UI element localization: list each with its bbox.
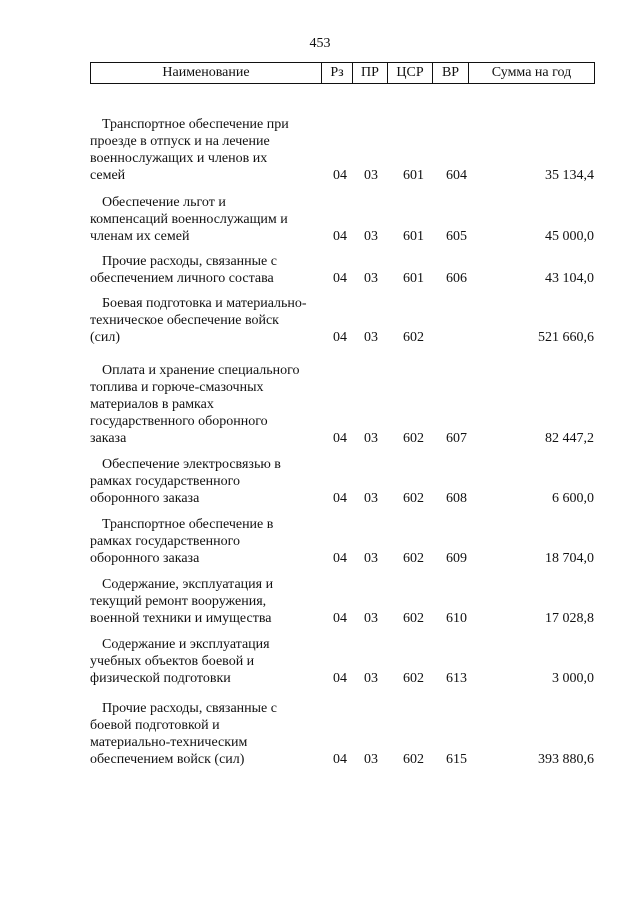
row-vr: 606 (446, 271, 467, 286)
table-row (0, 636, 640, 687)
row-name-line: Содержание, эксплуатация и (102, 577, 274, 592)
row-name-line: техническое обеспечение войск (90, 313, 279, 328)
table-row (0, 700, 640, 768)
row-name (90, 253, 330, 287)
row-sum: 45 000,0 (545, 229, 594, 244)
row-vr: 608 (446, 491, 467, 506)
row-csr: 602 (403, 491, 424, 506)
row-name (90, 362, 330, 447)
row-sum: 35 134,4 (545, 168, 594, 183)
row-rz: 04 (333, 491, 347, 506)
row-name-line: Содержание и эксплуатация (102, 637, 270, 652)
row-rz: 04 (333, 271, 347, 286)
row-csr: 602 (403, 551, 424, 566)
row-name-line: военной техники и имущества (90, 611, 272, 626)
row-name-line: Боевая подготовка и материально- (102, 296, 307, 311)
row-name (90, 576, 330, 627)
table-row (0, 295, 640, 346)
row-sum: 6 600,0 (552, 491, 594, 506)
row-sum: 43 104,0 (545, 271, 594, 286)
table-row (0, 456, 640, 507)
row-vr: 607 (446, 431, 467, 446)
row-name-line: физической подготовки (90, 671, 231, 686)
row-csr: 602 (403, 611, 424, 626)
table-row (0, 116, 640, 184)
table-row (0, 362, 640, 447)
header-sum: Сумма на год (469, 63, 595, 84)
row-name-line: Прочие расходы, связанные с (102, 254, 277, 269)
row-name-line: компенсаций военнослужащим и (90, 212, 288, 227)
row-vr: 609 (446, 551, 467, 566)
row-pr: 03 (364, 491, 378, 506)
row-rz: 04 (333, 330, 347, 345)
row-pr: 03 (364, 229, 378, 244)
row-name-line: Транспортное обеспечение в (102, 517, 274, 532)
row-rz: 04 (333, 229, 347, 244)
header-csr: ЦСР (388, 63, 433, 84)
row-rz: 04 (333, 752, 347, 767)
header-vr: ВР (433, 63, 469, 84)
row-name-line: государственного оборонного (90, 414, 268, 429)
row-name-line: материально-техническим (90, 735, 248, 750)
row-pr: 03 (364, 168, 378, 183)
row-vr: 610 (446, 611, 467, 626)
row-name-line: обеспечением личного состава (90, 271, 274, 286)
row-name-line: заказа (90, 431, 127, 446)
row-name-line: Обеспечение электросвязью в (102, 457, 281, 472)
row-sum: 3 000,0 (552, 671, 594, 686)
header-pr: ПР (353, 63, 388, 84)
row-name-line: Прочие расходы, связанные с (102, 701, 277, 716)
row-name-line: рамках государственного (90, 474, 241, 489)
row-name-line: семей (90, 168, 126, 183)
row-name-line: проезде в отпуск и на лечение (90, 134, 270, 149)
row-name-line: Транспортное обеспечение при (102, 117, 289, 132)
row-name-line: оборонного заказа (90, 491, 200, 506)
row-pr: 03 (364, 611, 378, 626)
table-row (0, 516, 640, 567)
row-name-line: членам их семей (90, 229, 190, 244)
row-pr: 03 (364, 551, 378, 566)
row-rz: 04 (333, 611, 347, 626)
row-name (90, 700, 330, 768)
row-vr: 613 (446, 671, 467, 686)
row-sum: 18 704,0 (545, 551, 594, 566)
row-rz: 04 (333, 168, 347, 183)
row-name (90, 194, 330, 245)
row-sum: 393 880,6 (538, 752, 594, 767)
row-name-line: Оплата и хранение специального (102, 363, 300, 378)
row-sum: 82 447,2 (545, 431, 594, 446)
table-row (0, 194, 640, 245)
row-name-line: текущий ремонт вооружения, (90, 594, 267, 609)
row-name-line: топлива и горюче-смазочных (90, 380, 264, 395)
row-csr: 602 (403, 671, 424, 686)
row-rz: 04 (333, 671, 347, 686)
row-pr: 03 (364, 330, 378, 345)
page-number: 453 (309, 36, 331, 51)
row-name-line: (сил) (90, 330, 121, 345)
table-header (90, 62, 595, 84)
row-name-line: военнослужащих и членов их (90, 151, 268, 166)
table-row (0, 576, 640, 627)
row-rz: 04 (333, 551, 347, 566)
row-pr: 03 (364, 752, 378, 767)
row-csr: 602 (403, 330, 424, 345)
row-pr: 03 (364, 431, 378, 446)
table-row (0, 253, 640, 287)
row-vr: 615 (446, 752, 467, 767)
row-csr: 601 (403, 229, 424, 244)
row-name-line: боевой подготовкой и (90, 718, 220, 733)
row-vr: 604 (446, 168, 467, 183)
row-name-line: материалов в рамках (90, 397, 214, 412)
row-csr: 601 (403, 271, 424, 286)
row-name (90, 516, 330, 567)
row-name-line: Обеспечение льгот и (102, 195, 226, 210)
header-rz: Рз (322, 63, 353, 84)
row-pr: 03 (364, 271, 378, 286)
row-name (90, 295, 330, 346)
row-sum: 17 028,8 (545, 611, 594, 626)
row-csr: 602 (403, 431, 424, 446)
row-name-line: учебных объектов боевой и (90, 654, 255, 669)
row-name (90, 116, 330, 184)
row-vr: 605 (446, 229, 467, 244)
row-rz: 04 (333, 431, 347, 446)
row-pr: 03 (364, 671, 378, 686)
row-csr: 601 (403, 168, 424, 183)
row-name-line: рамках государственного (90, 534, 241, 549)
row-name (90, 456, 330, 507)
row-name (90, 636, 330, 687)
row-name-line: оборонного заказа (90, 551, 200, 566)
row-csr: 602 (403, 752, 424, 767)
row-sum: 521 660,6 (538, 330, 594, 345)
header-name: Наименование (91, 63, 322, 84)
row-name-line: обеспечением войск (сил) (90, 752, 245, 767)
